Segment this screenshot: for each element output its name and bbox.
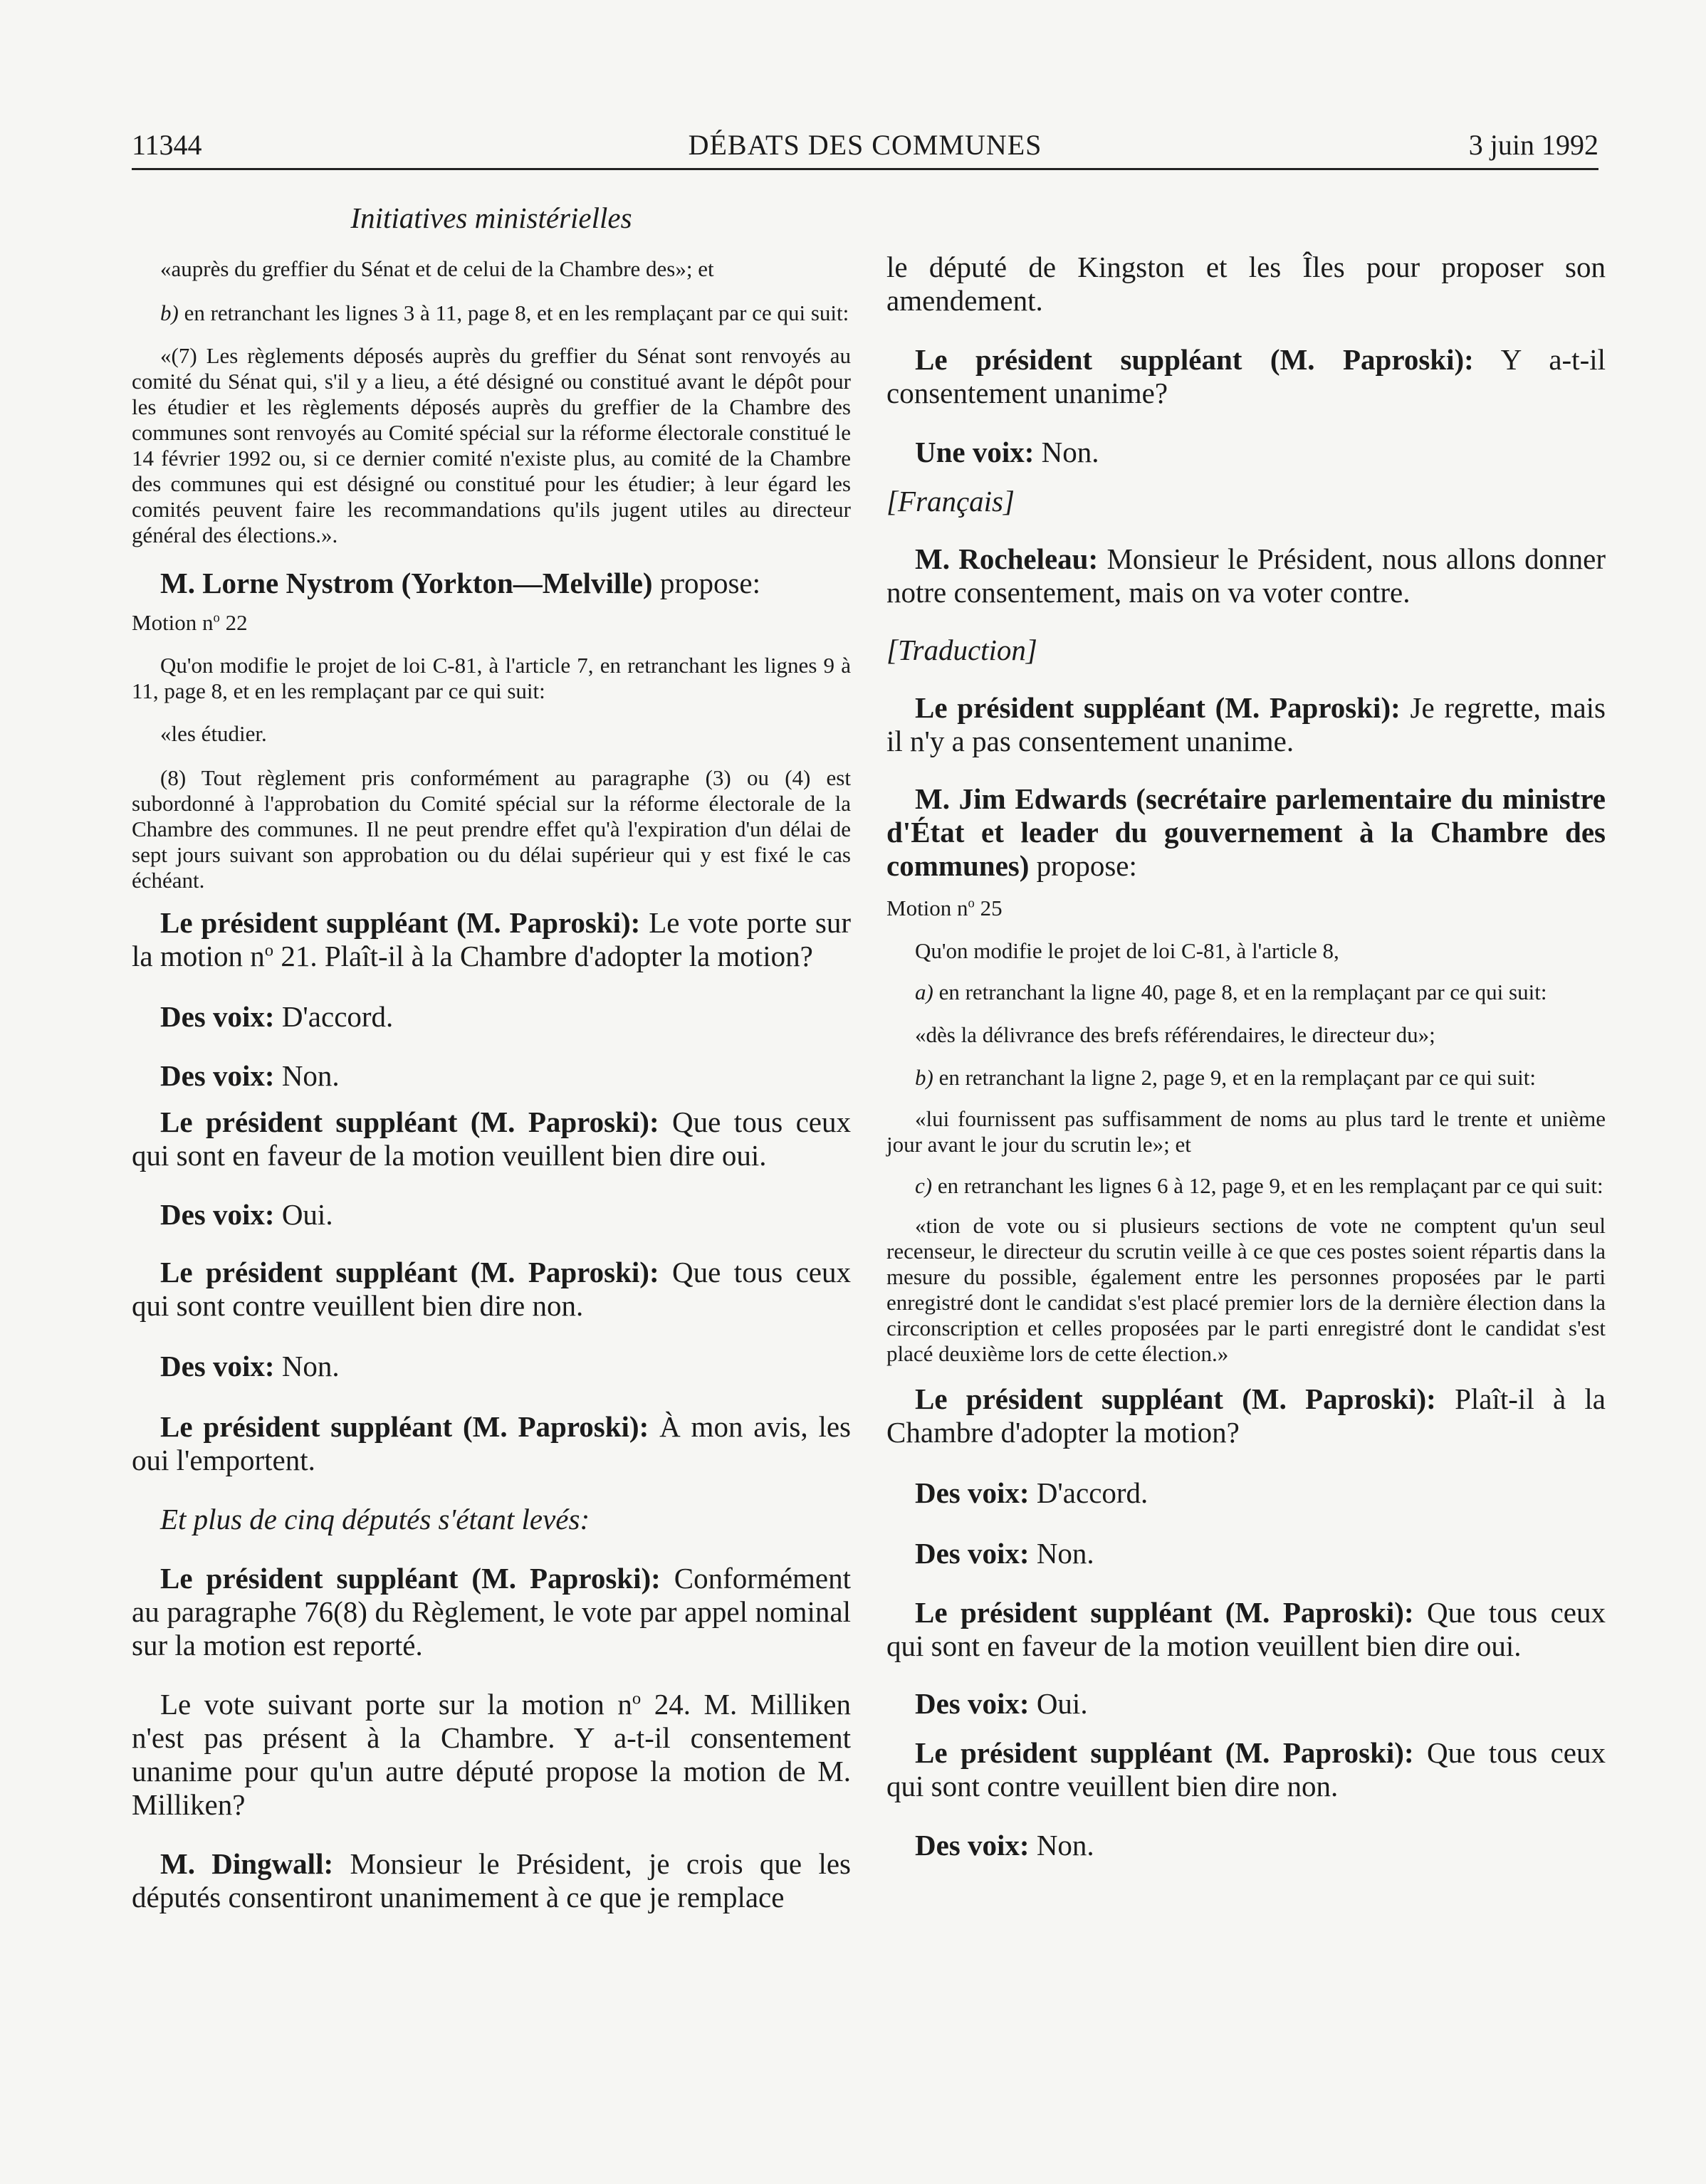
speaker-paragraph: [132, 906, 851, 973]
publication-title: DÉBATS DES COMMUNES: [688, 129, 1042, 161]
speaker-name: Des voix:: [160, 1198, 275, 1231]
speaker-name: Le président suppléant (M. Paproski):: [915, 691, 1401, 724]
speaker-name: Le président suppléant (M. Paproski):: [915, 1736, 1414, 1769]
speaker-name: Le président suppléant (M. Paproski):: [915, 343, 1474, 376]
speech-text: Conformément au paragraphe 76(8) du Règlement, le vote par appel nominal sur la motion est reporté.: [132, 1562, 851, 1661]
motion-superscript: o: [968, 896, 975, 911]
quoted-amendment: «dès la délivrance des brefs référendaires, le directeur du»;: [915, 1022, 1435, 1047]
speaker-name: Des voix:: [160, 1059, 275, 1092]
speaker-paragraph: [132, 1059, 851, 1093]
speaker-name: Le président suppléant (M. Paproski):: [160, 1410, 649, 1443]
speech-text: Non.: [1029, 1537, 1094, 1570]
speech-text: Que tous ceux qui sont contre veuillent bien dire non.: [132, 1256, 851, 1322]
speech-text: Non.: [1029, 1829, 1094, 1862]
speaker-paragraph: [886, 1829, 1606, 1862]
speaker-name: Le président suppléant (M. Paproski):: [160, 1256, 659, 1288]
amendment-text: [886, 980, 1606, 1005]
speaker-name: Des voix:: [160, 1000, 275, 1033]
speech-text: Oui.: [1029, 1687, 1088, 1720]
speaker-name: M. Rocheleau:: [915, 542, 1099, 575]
item-letter: b): [915, 1065, 933, 1090]
speech-text: À mon avis, les oui l'emportent.: [132, 1410, 851, 1476]
speech-text: 21. Plaît-il à la Chambre d'adopter la motion?: [273, 940, 813, 972]
speaker-name: Une voix:: [915, 436, 1035, 468]
amendment-text: [886, 1065, 1606, 1091]
speaker-paragraph: [132, 567, 851, 600]
right-column: [886, 251, 1606, 1862]
quoted-amendment: «tion de vote ou si plusieurs sections de vote ne comptent qu'un seul recenseur, le directeur du scrutin veille à ce que ces postes soient répartis dans la mesure du possible, également entre les personnes proposées par le parti enregistré dont le candidat s'est placé premier lors de la dernière élection dans la circonscription et celles proposées par le parti enregistré dont le candidat s'est placé deuxième lors de cette élection.»: [886, 1213, 1606, 1366]
left-column: [132, 251, 851, 1914]
motion-value: 25: [974, 896, 1003, 920]
language-tag: [Traduction]: [886, 634, 1037, 666]
motion-value: 22: [219, 610, 248, 635]
speech-text: Que tous ceux qui sont en faveur de la motion veuillent bien dire oui.: [132, 1106, 851, 1172]
speaker-name: Le président suppléant (M. Paproski):: [160, 1562, 661, 1595]
amendment-text: «auprès du greffier du Sénat et de celui de la Chambre des»; et: [160, 256, 714, 281]
speech-text: Le vote porte sur la motion n: [132, 906, 851, 972]
stage-direction: Et plus de cinq députés s'étant levés:: [160, 1503, 590, 1535]
speaker-name: Le président suppléant (M. Paproski):: [915, 1596, 1414, 1629]
motion-label: Motion n: [886, 896, 968, 920]
paragraph-continuation: le député de Kingston et les Îles pour proposer son amendement.: [886, 251, 1606, 317]
item-letter: c): [915, 1173, 933, 1198]
speech-text: Le vote suivant porte sur la motion n: [160, 1688, 632, 1721]
speaker-paragraph: [132, 1350, 851, 1383]
motion-superscript: o: [632, 1689, 642, 1708]
speech-text: Y a-t-il consentement unanime?: [886, 343, 1606, 409]
speaker-paragraph: [132, 1562, 851, 1662]
speech-text: propose:: [652, 567, 761, 599]
amendment-text: [132, 300, 851, 326]
motion-number: [132, 610, 851, 636]
speaker-name: Le président suppléant (M. Paproski):: [915, 1382, 1436, 1415]
motion-superscript: o: [264, 940, 274, 960]
speaker-name: Des voix:: [915, 1537, 1030, 1570]
speech-text: Je regrette, mais il n'y a pas consentement unanime.: [886, 691, 1606, 757]
speaker-paragraph: [132, 1410, 851, 1477]
speaker-paragraph: [132, 1847, 851, 1914]
speech-text: Monsieur le Président, nous allons donner notre consentement, mais on va voter contre.: [886, 542, 1606, 609]
speaker-paragraph: [886, 1596, 1606, 1663]
speaker-paragraph: [132, 1000, 851, 1034]
motion-text: Qu'on modifie le projet de loi C-81, à l'article 7, en retranchant les lignes 9 à 11, page 8, et en les remplaçant par ce qui suit:: [132, 653, 851, 703]
speaker-name: Des voix:: [915, 1829, 1030, 1862]
speaker-paragraph: [886, 542, 1606, 609]
speech-text: Plaît-il à la Chambre d'adopter la motion?: [886, 1382, 1606, 1449]
speaker-name: Des voix:: [915, 1476, 1030, 1509]
speaker-name: Le président suppléant (M. Paproski):: [160, 906, 641, 939]
speech-text: 24. M. Milliken n'est pas présent à la Chambre. Y a-t-il consentement unanime pour qu'un autre député propose la motion de M. Milliken?: [132, 1688, 851, 1821]
speaker-name: M. Dingwall:: [160, 1847, 334, 1880]
motion-superscript: o: [213, 610, 220, 626]
speaker-name: Des voix:: [160, 1350, 275, 1382]
speech-text: Non.: [1034, 436, 1099, 468]
paragraph: [132, 1688, 851, 1822]
speaker-name: M. Lorne Nystrom (Yorkton—Melville): [160, 567, 653, 599]
speech-text: Non.: [274, 1059, 340, 1092]
speech-text: D'accord.: [1029, 1476, 1148, 1509]
speaker-paragraph: [886, 343, 1606, 410]
speaker-paragraph: [886, 1687, 1606, 1721]
page-date: 3 juin 1992: [1468, 129, 1598, 161]
motion-number: [886, 896, 1606, 921]
speech-text: propose:: [1029, 849, 1137, 882]
quoted-amendment: «les étudier.: [160, 721, 267, 746]
speaker-paragraph: [886, 1537, 1606, 1570]
speech-text: Non.: [274, 1350, 340, 1382]
quoted-amendment: «(7) Les règlements déposés auprès du greffier du Sénat sont renvoyés au comité du Sénat qui, s'il y a lieu, a été désigné ou constitué avant le dépôt pour les étudier et les règlements déposés auprès du greffier de la Chambre des communes sont renvoyés au Comité spécial sur la réforme électorale constitué le 14 février 1992 ou, si ce dernier comité n'existe plus, au comité de la Chambre des communes qui est désigné ou constitué pour les étudier; à leur égard les comités peuvent faire les recommandations qu'ils jugent utiles au directeur général des élections.».: [132, 343, 851, 547]
motion-label: Motion n: [132, 610, 214, 635]
speech-text: Monsieur le Président, je crois que les députés consentiront unanimement à ce que je remplace: [132, 1847, 851, 1913]
section-title: Initiatives ministérielles: [350, 201, 632, 234]
speaker-paragraph: [132, 1256, 851, 1323]
speech-text: Que tous ceux qui sont en faveur de la motion veuillent bien dire oui.: [886, 1596, 1606, 1662]
speech-text: Oui.: [274, 1198, 333, 1231]
paragraph-text: en retranchant les lignes 6 à 12, page 9, et en les remplaçant par ce qui suit:: [932, 1173, 1603, 1198]
quoted-amendment: (8) Tout règlement pris conformément au paragraphe (3) ou (4) est subordonné à l'approbation du Comité spécial sur la réforme électorale de la Chambre des communes. Il ne peut prendre effet qu'à l'expiration d'un délai de sept jours suivant son approbation ou du délai supérieur qui y est fixé le cas échéant.: [132, 765, 851, 893]
page-header: [132, 125, 1598, 170]
speaker-paragraph: [886, 1476, 1606, 1510]
speech-text: D'accord.: [274, 1000, 394, 1033]
language-tag: [Français]: [886, 485, 1015, 518]
speaker-paragraph: [886, 691, 1606, 758]
amendment-text: [886, 1173, 1606, 1199]
speaker-paragraph: [132, 1198, 851, 1232]
item-letter: b): [160, 300, 179, 325]
speaker-paragraph: [886, 436, 1606, 469]
speaker-name: Le président suppléant (M. Paproski):: [160, 1106, 659, 1138]
speaker-name: Des voix:: [915, 1687, 1030, 1720]
paragraph-text: en retranchant la ligne 2, page 9, et en la remplaçant par ce qui suit:: [933, 1065, 1536, 1090]
speaker-name: M. Jim Edwards (secrétaire parlementaire du ministre d'État et leader du gouvernement à la Chambre des communes): [886, 782, 1606, 882]
speaker-paragraph: [886, 782, 1606, 883]
paragraph-text: en retranchant la ligne 40, page 8, et en la remplaçant par ce qui suit:: [933, 980, 1547, 1004]
paragraph-text: en retranchant les lignes 3 à 11, page 8, et en les remplaçant par ce qui suit:: [178, 300, 849, 325]
speech-text: Que tous ceux qui sont contre veuillent bien dire non.: [886, 1736, 1606, 1802]
page-number: 11344: [132, 129, 202, 161]
speaker-paragraph: [886, 1736, 1606, 1803]
speaker-paragraph: [132, 1106, 851, 1172]
speaker-paragraph: [886, 1382, 1606, 1449]
quoted-amendment: «lui fournissent pas suffisamment de noms au plus tard le trente et unième jour avant le jour du scrutin le»; et: [886, 1106, 1606, 1157]
motion-text: Qu'on modifie le projet de loi C-81, à l'article 8,: [915, 938, 1339, 963]
item-letter: a): [915, 980, 933, 1004]
